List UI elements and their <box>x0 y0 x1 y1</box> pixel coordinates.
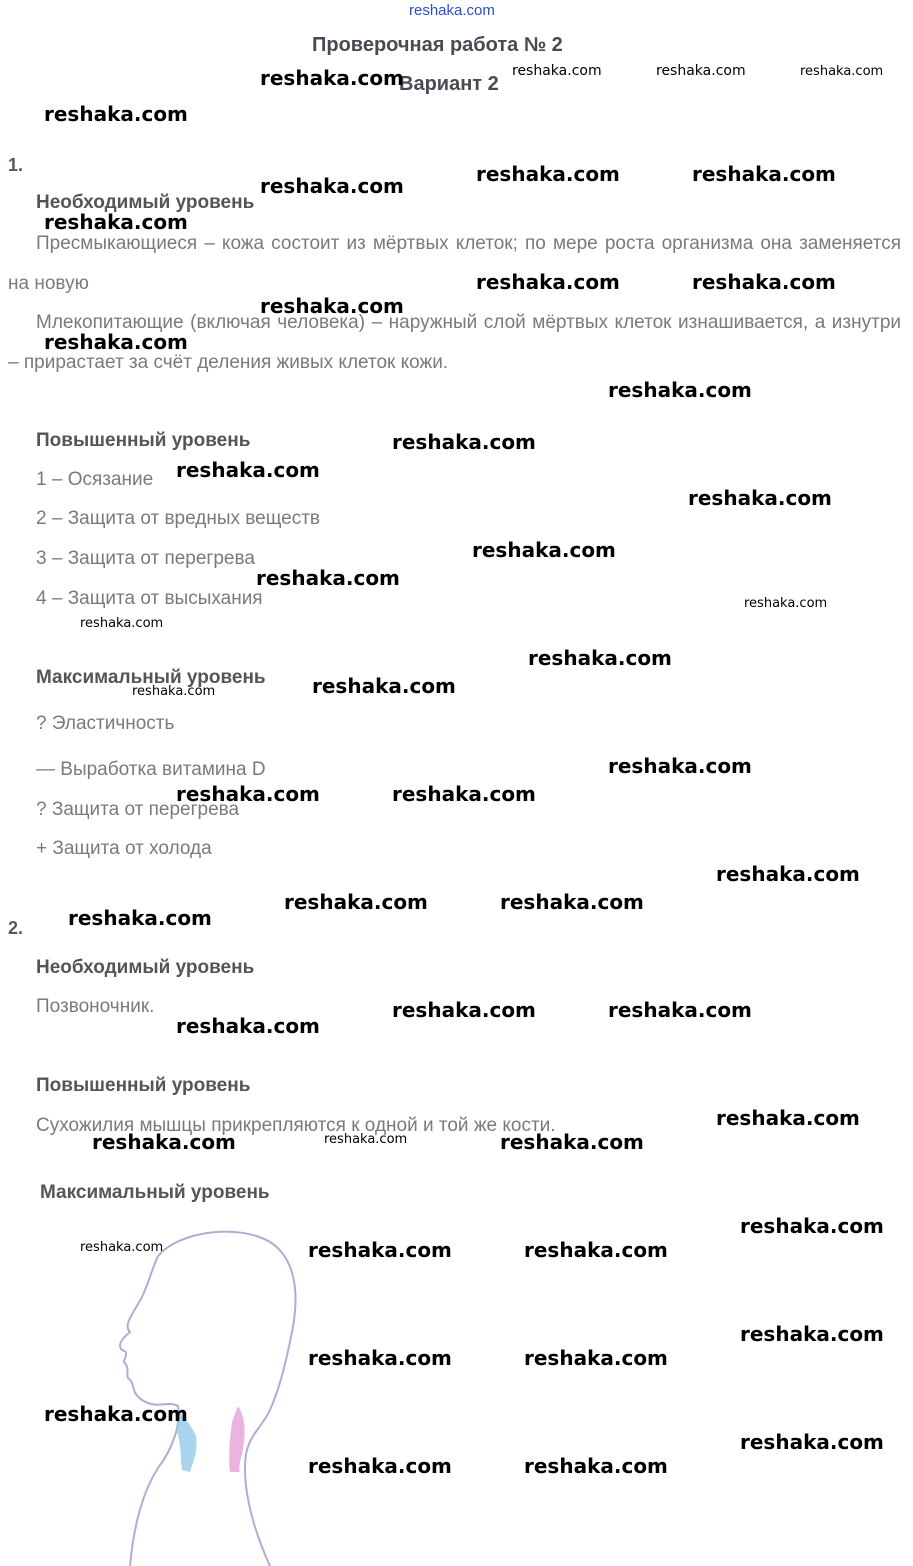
neck-muscle-pink <box>229 1406 244 1472</box>
answer-text: Сухожилия мышцы прикрепляются к одной и той же кости. <box>36 1115 556 1136</box>
watermark-text: reshaka.com <box>692 270 836 294</box>
watermark-text: reshaka.com <box>44 102 188 126</box>
watermark-text: reshaka.com <box>324 1132 408 1147</box>
watermark-text: reshaka.com <box>716 1106 860 1130</box>
list-item: ? Защита от перегрева <box>36 799 240 820</box>
level-heading-basic: Необходимый уровень <box>36 957 255 978</box>
list-item: 4 – Защита от высыхания <box>36 588 263 609</box>
watermark-text: reshaka.com <box>472 538 616 562</box>
paragraph-reptiles: Пресмыкающиеся – кожа состоит из мёртвых клеток; по мере роста организма она заменяется на новую <box>8 233 901 294</box>
list-item: 3 – Защита от перегрева <box>36 548 255 569</box>
watermark-text: reshaka.com <box>256 566 400 590</box>
watermark-text: reshaka.com <box>740 1430 884 1454</box>
watermark-text: reshaka.com <box>308 1346 452 1370</box>
watermark-text: reshaka.com <box>392 430 536 454</box>
watermark-text: reshaka.com <box>284 890 428 914</box>
watermark-text: reshaka.com <box>176 458 320 482</box>
watermark-text: reshaka.com <box>132 684 216 699</box>
watermark-text: reshaka.com <box>688 486 832 510</box>
watermark-text: reshaka.com <box>656 63 746 79</box>
watermark-text: reshaka.com <box>476 270 620 294</box>
answer-text: Позвоночник. <box>36 996 155 1017</box>
head-neck-figure <box>100 1222 320 1566</box>
list-item: ? Эластичность <box>36 713 175 734</box>
list-item: 1 – Осязание <box>36 469 154 490</box>
variant-title: Вариант 2 <box>399 73 499 95</box>
watermark-text: reshaka.com <box>176 1014 320 1038</box>
watermark-text: reshaka.com <box>92 1130 236 1154</box>
watermark-text: reshaka.com <box>608 754 752 778</box>
watermark-text: reshaka.com <box>308 1238 452 1262</box>
watermark-text: reshaka.com <box>524 1238 668 1262</box>
list-item: 2 – Защита от вредных веществ <box>36 508 320 529</box>
level-heading-advanced: Повышенный уровень <box>36 430 251 451</box>
watermark-text: reshaka.com <box>528 646 672 670</box>
watermark-text: reshaka.com <box>44 330 188 354</box>
level-heading-maximum: Максимальный уровень <box>36 667 266 688</box>
watermark-text: reshaka.com <box>308 1454 452 1478</box>
watermark-text: reshaka.com <box>692 162 836 186</box>
task-number: 2. <box>8 918 24 938</box>
watermark-text: reshaka.com <box>312 674 456 698</box>
watermark-text: reshaka.com <box>260 66 404 90</box>
level-heading-advanced: Повышенный уровень <box>36 1075 251 1096</box>
watermark-text: reshaka.com <box>392 998 536 1022</box>
watermark-text: reshaka.com <box>80 616 164 631</box>
watermark-text: reshaka.com <box>176 782 320 806</box>
watermark-text: reshaka.com <box>260 294 404 318</box>
watermark-text: reshaka.com <box>80 1240 164 1255</box>
watermark-text: reshaka.com <box>716 862 860 886</box>
site-link[interactable]: reshaka.com <box>409 2 495 19</box>
watermark-text: reshaka.com <box>260 174 404 198</box>
watermark-text: reshaka.com <box>44 210 188 234</box>
watermark-text: reshaka.com <box>476 162 620 186</box>
watermark-text: reshaka.com <box>524 1454 668 1478</box>
watermark-text: reshaka.com <box>44 1402 188 1426</box>
page-title: Проверочная работа № 2 <box>312 34 563 56</box>
watermark-text: reshaka.com <box>524 1346 668 1370</box>
watermark-text: reshaka.com <box>740 1214 884 1238</box>
task-number: 1. <box>8 155 24 175</box>
watermark-text: reshaka.com <box>68 906 212 930</box>
head-outline <box>158 1232 296 1566</box>
watermark-text: reshaka.com <box>392 782 536 806</box>
watermark-text: reshaka.com <box>608 998 752 1022</box>
watermark-text: reshaka.com <box>500 890 644 914</box>
level-heading-maximum: Максимальный уровень <box>40 1182 270 1203</box>
watermark-text: reshaka.com <box>744 596 828 611</box>
level-heading-basic: Необходимый уровень <box>36 192 255 213</box>
list-item: — Выработка витамина D <box>36 759 266 780</box>
watermark-text: reshaka.com <box>800 64 884 79</box>
watermark-text: reshaka.com <box>740 1322 884 1346</box>
list-item: + Защита от холода <box>36 838 212 859</box>
paragraph-mammals: Млекопитающие (включая человека) – наружный слой мёртвых клеток изнашивается, а изнутри – прирастает за счёт деления живых клеток кожи. <box>8 312 901 373</box>
watermark-text: reshaka.com <box>608 378 752 402</box>
watermark-text: reshaka.com <box>512 63 602 79</box>
watermark-text: reshaka.com <box>500 1130 644 1154</box>
